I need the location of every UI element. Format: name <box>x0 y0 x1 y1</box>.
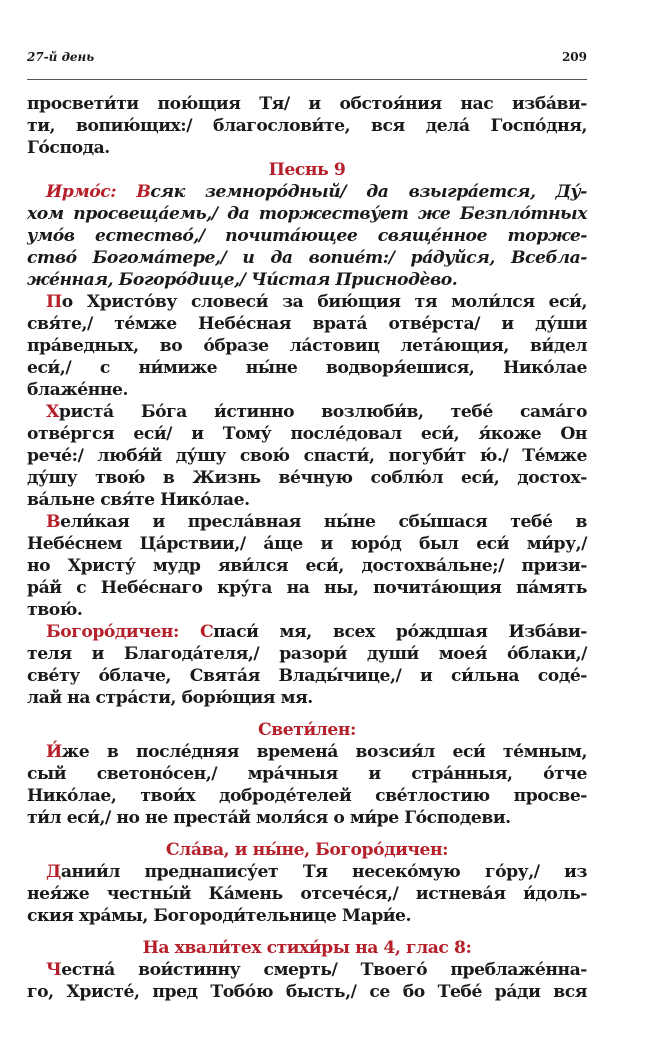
irmos-line: умо́в естество́,/ почита́ющее свяще́нное торже- <box>27 226 587 246</box>
glory-text: ании́л преднапису́ет Тя несеко́мую го́ру,/ из <box>60 862 587 882</box>
theotokion-line <box>27 621 587 643</box>
praises-line: го, Христе́, пред Тобо́ю бысть,/ се бо Тебе́ ра́ди вся <box>27 982 587 1002</box>
theotokion-label: Богоро́дичен: <box>46 622 179 642</box>
text-line: ти, вопию́щих:/ благослови́те, вся дела́ Госпо́дня, <box>27 116 587 136</box>
troparion-line: ва́льне свя́те Нико́лае. <box>27 490 250 510</box>
glory-line <box>27 861 587 883</box>
troparion-line: Небе́снем Ца́рствии,/ а́ще и юро́д был еси́ ми́ру,/ <box>27 534 587 554</box>
exapostilarion-line: Нико́лае, твои́х доброде́телей све́тлостию просве- <box>27 786 587 806</box>
drop-cap: Х <box>46 402 59 422</box>
spacer <box>27 709 587 719</box>
theotokion-text: паси́ мя, всех ро́ждшая Изба́ви- <box>213 622 587 642</box>
irmos-line: хом просвеща́емь,/ да торжеству́ет же Безпло́тных <box>27 204 587 224</box>
page-header <box>27 50 587 70</box>
praises-text: естна́ вои́стинну смерть/ Твоего́ преблаже́нна- <box>61 960 587 980</box>
exapostilarion-line: ти́л еси́,/ но не преста́й моля́ся о ми́ре Го́сподеви. <box>27 808 511 828</box>
troparion-line: блаже́нне. <box>27 380 129 400</box>
theotokion-line: теля и Благода́теля,/ разори́ души́ моея́ о́блаки,/ <box>27 644 587 664</box>
irmos-text: сяк земноро́дный/ да взыгра́ется, Ду́- <box>150 182 587 202</box>
exapostilarion-line <box>27 741 587 763</box>
troparion-line: свя́те,/ те́мже Небе́сная врата́ отве́рста/ и ду́ши <box>27 314 587 334</box>
troparion-line <box>27 401 587 423</box>
glory-line: ския хра́мы, Богороди́тельнице Мари́е. <box>27 906 412 926</box>
theotokion-line: све́ту о́блаче, Свята́я Влады́чице,/ и си́льна соде́- <box>27 666 587 686</box>
irmos-line: же́нная, Богоро́дице,/ Чи́стая Приснодѐво. <box>27 270 458 290</box>
theotokion-line: лай на стра́сти, борю́щия мя. <box>27 688 313 708</box>
praises-line <box>27 959 587 981</box>
troparion-text: риста́ Бо́га и́стинно возлюби́в, тебе́ сама́го <box>58 402 587 422</box>
irmos-line: ство́ Богома́тере,/ и да вопие́т:/ ра́дуйся, Всебла- <box>27 248 587 268</box>
page-number: 209 <box>561 50 587 64</box>
drop-cap: И́ <box>46 742 62 762</box>
drop-cap: С <box>200 622 214 642</box>
troparion-text: о Христо́ву словеси́ за бию́щия тя моли́лся еси́, <box>61 292 587 312</box>
troparion-line: ду́шу твою́ в Жизнь ве́чную соблю́л еси́, достох- <box>27 468 587 488</box>
glory-line: нея́же честны́й Ка́мень отсече́ся,/ истнева́я и́доль- <box>27 884 587 904</box>
irmos-label: Ирмо́с: <box>46 182 117 202</box>
troparion-line: рече́:/ любя́й ду́шу свою́ спасти́, погуби́т ю́./ Те́мже <box>27 446 587 466</box>
drop-cap: В <box>46 512 61 532</box>
drop-cap: Ч <box>46 960 62 980</box>
troparion-line: отве́ргся еси́/ и Тому́ после́довал еси́, я́коже Он <box>27 424 587 444</box>
drop-cap: Д <box>46 862 61 882</box>
irmos-line <box>27 181 587 203</box>
troparion-line: твою́. <box>27 600 83 620</box>
text-line: просвети́ти пою́щия Тя/ и обстоя́ния нас изба́ви- <box>27 94 587 114</box>
troparion-line <box>27 291 587 313</box>
text-line: Го́спода. <box>27 138 110 158</box>
section-heading-praises: На хвали́тех стихи́ры на 4, глас 8: <box>142 938 472 958</box>
drop-cap: В <box>136 182 151 202</box>
page-body <box>27 93 587 1003</box>
exapostilarion-line: сый светоно́сен,/ мра́чныя и стра́нныя, о́тче <box>27 764 587 784</box>
drop-cap: П <box>46 292 62 312</box>
running-title: 27-й день <box>27 50 95 64</box>
troparion-line: но Христу́ мудр яви́лся еси́, достохва́льне;/ призи- <box>27 556 587 576</box>
troparion-line: пра́ведных, во о́бразе ла́стовиц лета́ющия, ви́дел <box>27 336 587 356</box>
section-heading-glory: Сла́ва, и ны́не, Богоро́дичен: <box>165 840 449 860</box>
troparion-line: еси́,/ с ни́миже ны́не водворя́ешися, Нико́лае <box>27 358 587 378</box>
troparion-text: ели́кая и пресла́вная ны́не сбы́шася тебе́ в <box>60 512 587 532</box>
section-heading-ode9: Песнь 9 <box>268 160 346 180</box>
troparion-line <box>27 511 587 533</box>
exapostilarion-text: же в после́дняя времена́ возсия́л еси́ те́мным, <box>61 742 587 762</box>
spacer <box>27 927 587 937</box>
section-heading-exapostilarion: Свети́лен: <box>258 720 356 740</box>
header-rule <box>27 79 587 80</box>
spacer <box>27 829 587 839</box>
troparion-line: ра́й с Небе́снаго кру́га на ны, почита́ющия па́мять <box>27 578 587 598</box>
